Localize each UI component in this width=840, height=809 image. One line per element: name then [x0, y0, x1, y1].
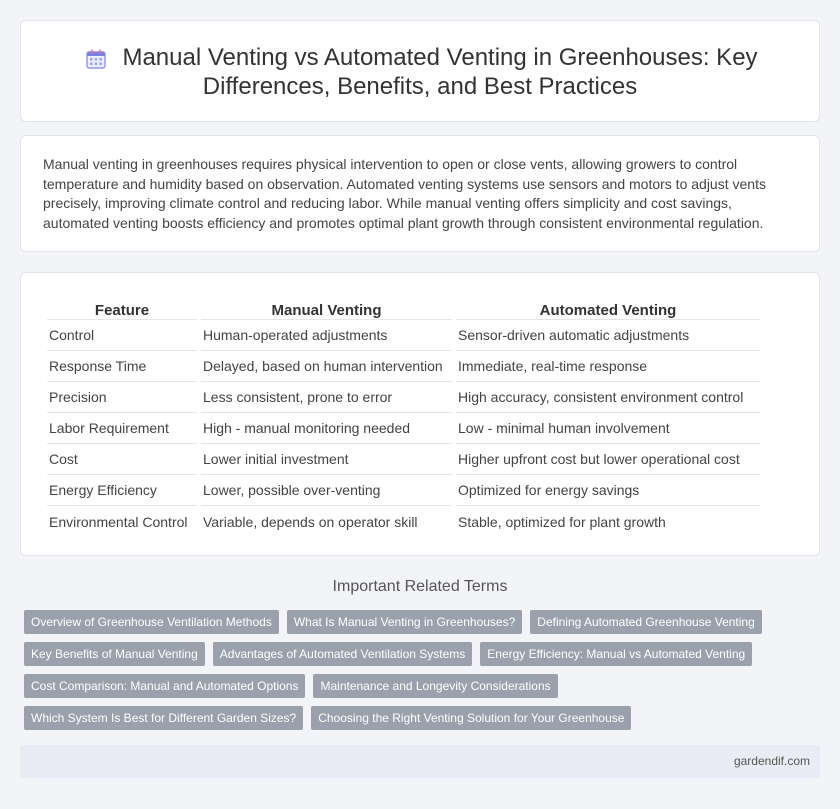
tag-row [24, 610, 824, 634]
table-cell: Cost [47, 444, 197, 475]
comparison-table [43, 298, 764, 537]
table-cell: Control [47, 320, 197, 351]
table-cell: Immediate, real-time response [456, 351, 760, 382]
related-term-link[interactable]: Advantages of Automated Ventilation Systems [213, 642, 472, 666]
tag-row [24, 674, 824, 698]
intro-paragraph: Manual venting in greenhouses requires physical intervention to open or close vents, allowing growers to control temperature and humidity based on observation. Automated venting systems use sensors and motors to adjust vents precisely, improving climate control and reducing labor. While manual venting offers simplicity and cost savings, automated venting boosts efficiency and promotes optimal plant growth through consistent environmental regulation. [43, 156, 766, 231]
related-term-link[interactable]: Energy Efficiency: Manual vs Automated Venting [480, 642, 752, 666]
table-cell: Stable, optimized for plant growth [458, 513, 666, 530]
column-header-automated: Automated Venting [456, 298, 760, 320]
table-cell: Human-operated adjustments [201, 320, 452, 351]
table-row [47, 413, 760, 444]
table-row [47, 475, 760, 506]
related-term-link[interactable]: Key Benefits of Manual Venting [24, 642, 205, 666]
table-row [47, 506, 760, 537]
related-term-link[interactable]: What Is Manual Venting in Greenhouses? [287, 610, 522, 634]
table-cell: Response Time [47, 351, 197, 382]
table-cell: Lower initial investment [201, 444, 452, 475]
footer [20, 745, 820, 778]
title-card [20, 20, 820, 122]
table-cell: Precision [47, 382, 197, 413]
tag-row [24, 706, 824, 730]
table-row [47, 444, 760, 475]
table-cell: Environmental Control [49, 513, 188, 530]
table-row [47, 382, 760, 413]
column-header-feature: Feature [47, 298, 197, 320]
table-row [47, 320, 760, 351]
table-header-row [47, 298, 760, 320]
related-term-link[interactable]: Cost Comparison: Manual and Automated Options [24, 674, 305, 698]
related-term-link[interactable]: Overview of Greenhouse Ventilation Methods [24, 610, 279, 634]
related-terms-heading: Important Related Terms [332, 578, 508, 595]
related-term-link[interactable]: Choosing the Right Venting Solution for Your Greenhouse [311, 706, 631, 730]
table-cell: High accuracy, consistent environment control [456, 382, 760, 413]
column-header-manual: Manual Venting [201, 298, 452, 320]
table-cell: Labor Requirement [47, 413, 197, 444]
table-cell: Higher upfront cost but lower operational cost [456, 444, 760, 475]
table-cell: High - manual monitoring needed [201, 413, 452, 444]
related-term-link[interactable]: Maintenance and Longevity Considerations [313, 674, 557, 698]
table-cell: Less consistent, prone to error [201, 382, 452, 413]
table-cell: Variable, depends on operator skill [203, 513, 418, 530]
table-cell: Optimized for energy savings [456, 475, 760, 506]
page-title-line-2: Differences, Benefits, and Best Practices [202, 73, 638, 100]
table-cell: Low - minimal human involvement [456, 413, 760, 444]
table-cell: Energy Efficiency [47, 475, 197, 506]
intro-card [20, 135, 820, 252]
page-title-line-1: Manual Venting vs Automated Venting in Greenhouses: Key [122, 44, 758, 71]
table-row [47, 351, 760, 382]
footer-site-link[interactable]: gardendif.com [733, 754, 810, 768]
table-cell: Lower, possible over-venting [201, 475, 452, 506]
table-cell: Delayed, based on human intervention [201, 351, 452, 382]
page-title [21, 43, 819, 101]
table-cell: Sensor-driven automatic adjustments [456, 320, 760, 351]
related-term-link[interactable]: Which System Is Best for Different Garden Sizes? [24, 706, 303, 730]
tag-row [24, 642, 824, 666]
comparison-card [20, 272, 820, 556]
related-term-link[interactable]: Defining Automated Greenhouse Venting [530, 610, 762, 634]
related-terms-list [24, 610, 824, 738]
